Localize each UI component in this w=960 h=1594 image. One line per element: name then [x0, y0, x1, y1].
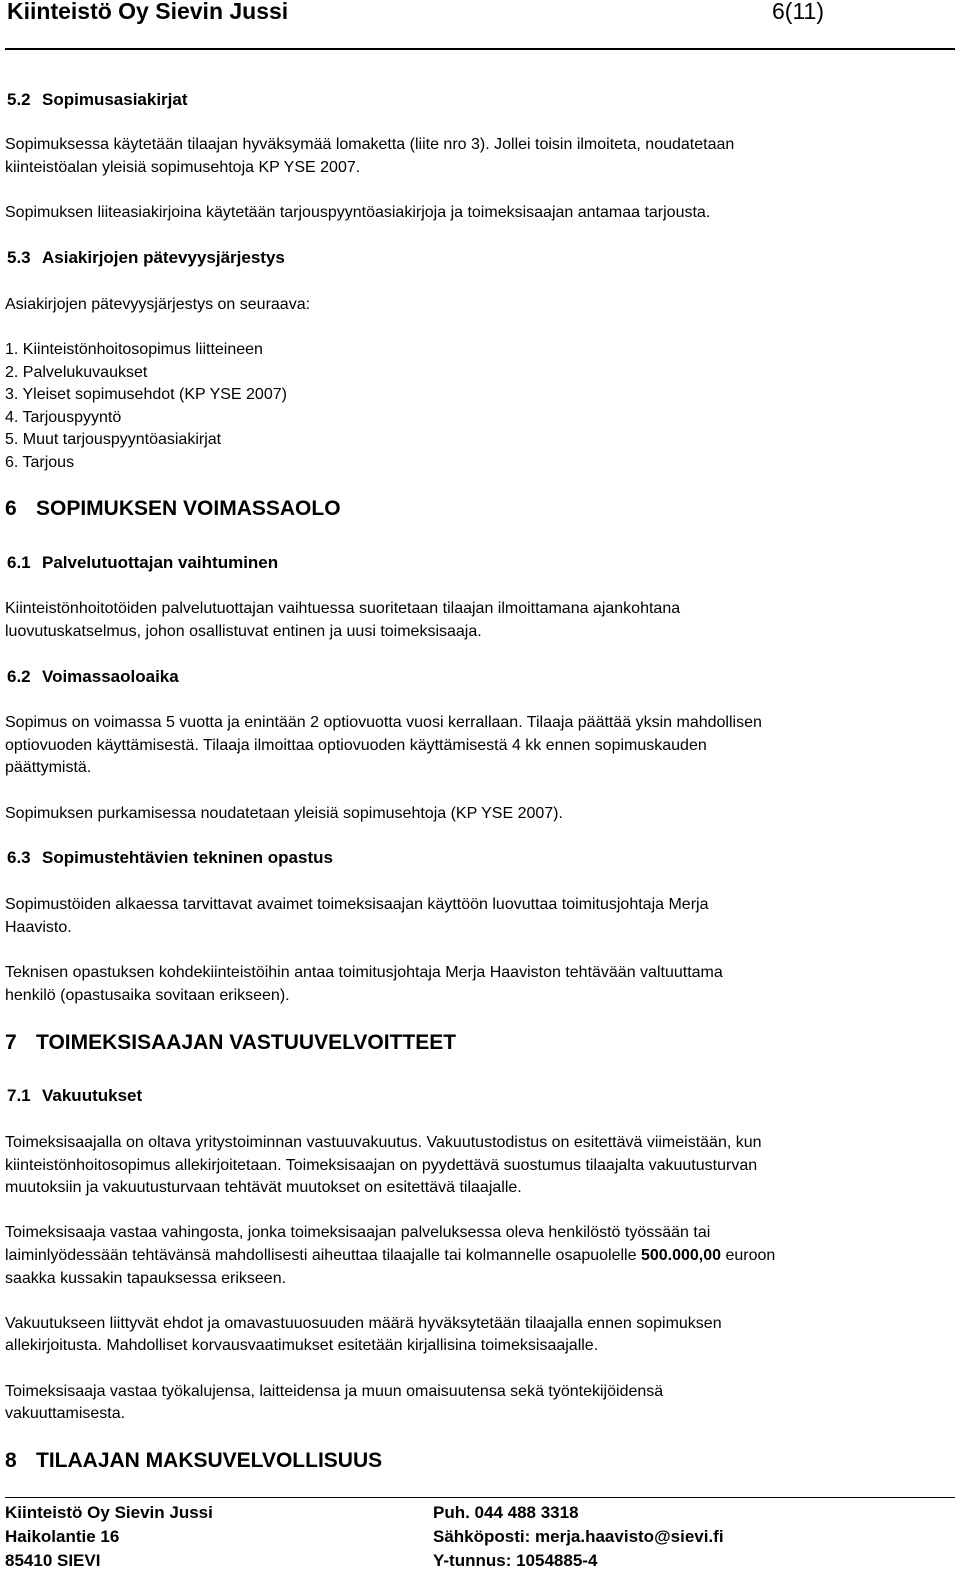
section-title: Palvelutuottajan vaihtuminen: [42, 553, 279, 572]
page-number: 6(11): [772, 0, 824, 24]
chapter-number: 6: [5, 497, 17, 520]
footer-divider: [5, 1497, 955, 1498]
list-item: 2. Palvelukuvaukset: [5, 364, 148, 381]
paragraph-line: Toimeksisaaja vastaa vahingosta, jonka toimeksisaajan palveluksessa oleva henkilöstö työssään tai: [5, 1224, 711, 1241]
paragraph-line: optiovuoden käyttämisestä. Tilaaja ilmoittaa optiovuoden käyttämisestä 4 kk ennen sopimuskauden: [5, 737, 707, 754]
list-item: 5. Muut tarjouspyyntöasiakirjat: [5, 431, 222, 448]
section-6-2-heading: [7, 667, 179, 687]
section-number: 6.2: [7, 667, 31, 686]
footer-street: Haikolantie 16: [5, 1527, 120, 1546]
section-5-3-heading: [7, 248, 285, 268]
paragraph-line: muutoksiin ja vakuutusturvaan tehtävät muutokset on esitettävä tilaajalle.: [5, 1179, 522, 1196]
paragraph-line: Toimeksisaaja vastaa työkalujensa, laitteidensa ja muun omaisuutensa sekä työntekijöidensä: [5, 1383, 664, 1400]
section-6-3-heading: [7, 848, 333, 868]
chapter-8-heading: [5, 1449, 382, 1473]
section-7-1-heading: [7, 1086, 142, 1106]
paragraph-line: Asiakirjojen pätevyysjärjestys on seuraava:: [5, 296, 311, 313]
chapter-title: SOPIMUKSEN VOIMASSAOLO: [36, 497, 341, 520]
paragraph-line: Sopimuksessa käytetään tilaajan hyväksymää lomaketta (liite nro 3). Jollei toisin ilmoiteta, noudatetaan: [5, 136, 735, 153]
section-title: Asiakirjojen pätevyysjärjestys: [42, 248, 285, 267]
footer-email: Sähköposti: merja.haavisto@sievi.fi: [433, 1527, 724, 1546]
paragraph-line: Sopimus on voimassa 5 vuotta ja enintään 2 optiovuotta vuosi kerrallaan. Tilaaja päättää yksin mahdollisen: [5, 714, 762, 731]
paragraph-line: vakuuttamisesta.: [5, 1405, 126, 1422]
paragraph-line: saakka kussakin tapauksessa erikseen.: [5, 1270, 287, 1287]
paragraph-line: Sopimuksen purkamisessa noudatetaan yleisiä sopimusehtoja (KP YSE 2007).: [5, 805, 563, 822]
paragraph-line: henkilö (opastusaika sovitaan erikseen).: [5, 987, 290, 1004]
footer-business-id: Y-tunnus: 1054885-4: [433, 1551, 598, 1570]
list-item: 3. Yleiset sopimusehdot (KP YSE 2007): [5, 386, 287, 403]
paragraph-line: Kiinteistönhoitotöiden palvelutuottajan vaihtuessa suoritetaan tilaajan ilmoittamana ajankohtana: [5, 600, 681, 617]
section-title: Voimassaoloaika: [42, 667, 179, 686]
paragraph-line: Toimeksisaajalla on oltava yritystoiminnan vastuuvakuutus. Vakuutustodistus on esitettävä viimeistään, kun: [5, 1134, 762, 1151]
paragraph-line: luovutuskatselmus, johon osallistuvat entinen ja uusi toimeksisaaja.: [5, 623, 482, 640]
section-number: 6.1: [7, 553, 31, 572]
section-title: Vakuutukset: [42, 1086, 143, 1105]
footer-company: Kiinteistö Oy Sievin Jussi: [5, 1503, 213, 1522]
list-item: 4. Tarjouspyyntö: [5, 409, 122, 426]
paragraph-line: Sopimustöiden alkaessa tarvittavat avaimet toimeksisaajan käyttöön luovuttaa toimitusjohtaja Merja: [5, 896, 709, 913]
section-5-2-heading: [7, 90, 188, 110]
paragraph-line: [5, 1245, 775, 1268]
liability-amount: 500.000,00: [640, 1247, 722, 1264]
list-item: 1. Kiinteistönhoitosopimus liitteineen: [5, 341, 263, 358]
section-number: 5.2: [7, 90, 31, 109]
chapter-number: 8: [5, 1449, 17, 1472]
paragraph-line: kiinteistönhoitosopimus allekirjoitetaan. Toimeksisaajan on pyydettävä suostumus tilaajalta vakuutusturvan: [5, 1157, 758, 1174]
footer-phone: Puh. 044 488 3318: [433, 1503, 579, 1522]
section-title: Sopimusasiakirjat: [42, 90, 188, 109]
paragraph-line: Teknisen opastuksen kohdekiinteistöihin antaa toimitusjohtaja Merja Haaviston tehtävään valtuuttama: [5, 964, 723, 981]
section-6-1-heading: [7, 553, 278, 573]
chapter-title: TOIMEKSISAAJAN VASTUUVELVOITTEET: [36, 1031, 457, 1054]
text-span: euroon: [721, 1247, 776, 1264]
paragraph-line: Sopimuksen liiteasiakirjoina käytetään tarjouspyyntöasiakirjoja ja toimeksisaajan antamaa tarjousta.: [5, 204, 711, 221]
section-number: 5.3: [7, 248, 31, 267]
paragraph-line: Haavisto.: [5, 919, 72, 936]
header-company: Kiinteistö Oy Sievin Jussi: [7, 0, 289, 24]
chapter-7-heading: [5, 1031, 456, 1055]
section-number: 6.3: [7, 848, 31, 867]
section-title: Sopimustehtävien tekninen opastus: [42, 848, 333, 867]
section-number: 7.1: [7, 1086, 31, 1105]
paragraph-line: allekirjoitusta. Mahdolliset korvausvaatimukset esitetään kirjallisina toimeksisaajalle.: [5, 1337, 599, 1354]
list-item: 6. Tarjous: [5, 454, 75, 471]
header-divider: [5, 48, 955, 50]
paragraph-line: Vakuutukseen liittyvät ehdot ja omavastuuosuuden määrä hyväksytetään tilaajalla ennen sopimuksen: [5, 1315, 722, 1332]
chapter-number: 7: [5, 1031, 17, 1054]
paragraph-line: päättymistä.: [5, 759, 92, 776]
text-span: laiminlyödessään tehtävänsä mahdollisesti aiheuttaa tilaajalle tai kolmannelle osapuolelle: [5, 1247, 641, 1264]
chapter-6-heading: [5, 497, 341, 521]
chapter-title: TILAAJAN MAKSUVELVOLLISUUS: [36, 1449, 383, 1472]
footer-postal: 85410 SIEVI: [5, 1551, 101, 1570]
paragraph-line: kiinteistöalan yleisiä sopimusehtoja KP YSE 2007.: [5, 159, 361, 176]
